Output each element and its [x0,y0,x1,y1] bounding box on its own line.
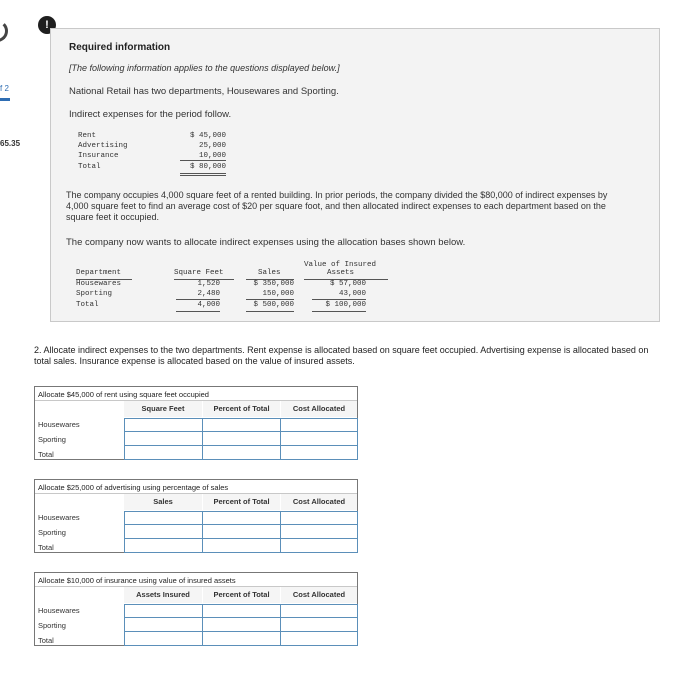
table-title: Allocate $45,000 of rent using square feet occupied [38,390,209,399]
bases-value: $ 57,000 [329,280,366,288]
allocation-intro-text: The company now wants to allocate indirect expenses using the allocation bases shown below. [66,237,466,248]
column-header-cost: Cost Allocated [281,401,357,417]
row-label: Sporting [38,528,66,537]
subtotal-rule [312,299,366,300]
total-cost-input[interactable] [280,538,358,553]
advertising-allocation-table [34,479,358,553]
gutter-label-1: f 2 [0,84,9,93]
rent-allocation-table [34,386,358,460]
bases-sqft: 4,000 [197,301,220,309]
row-label: Total [38,636,54,645]
total-cost-input[interactable] [280,445,358,460]
sporting-cost-input[interactable] [280,524,358,539]
expense-label: Total [78,163,101,171]
total-sales-input[interactable] [124,538,203,553]
sporting-percent-input[interactable] [202,617,281,632]
column-header-percent: Percent of Total [203,401,280,417]
total-percent-input[interactable] [202,538,281,553]
column-header-sales: Sales [124,494,202,510]
expense-amount: $ 45,000 [189,132,226,140]
subtotal-rule [176,299,220,300]
column-header-assets-insured: Assets Insured [124,587,202,603]
bases-header-square-feet: Square Feet [174,269,224,277]
expense-label: Rent [78,132,97,140]
sporting-percent-input[interactable] [202,524,281,539]
expense-label: Advertising [78,142,128,150]
total-square-feet-input[interactable] [124,445,203,460]
row-label: Total [38,543,54,552]
bases-sales: $ 500,000 [253,301,294,309]
expense-amount: 25,000 [198,142,226,150]
panel-note: [The following information applies to the questions displayed below.] [69,63,340,73]
expense-amount: $ 80,000 [189,163,226,171]
subtotal-rule [180,160,226,161]
intro-text: National Retail has two departments, Housewares and Sporting. [69,86,339,97]
panel-heading: Required information [69,42,171,53]
total-rule [312,311,366,312]
housewares-square-feet-input[interactable] [124,418,203,432]
column-header-cost: Cost Allocated [281,587,357,603]
question-2-text: 2. Allocate indirect expenses to the two departments. Rent expense is allocated based on square feet occupied. Advertising expense is allocated based on total sales. Insurance expense is allocated based on the value of insured assets. [34,345,649,366]
column-header-cost: Cost Allocated [281,494,357,510]
bases-sqft: 2,480 [197,290,220,298]
expense-amount: 10,000 [198,152,226,160]
total-percent-input[interactable] [202,445,281,460]
row-label: Total [38,450,54,459]
bases-sales: 150,000 [262,290,294,298]
bases-sales: $ 350,000 [253,280,294,288]
subtotal-rule [246,299,294,300]
expense-label: Insurance [78,152,119,160]
total-rule [246,311,294,312]
housewares-cost-input[interactable] [280,511,358,525]
total-percent-input[interactable] [202,631,281,646]
column-header-percent: Percent of Total [203,494,280,510]
bases-dept: Sporting [76,290,113,298]
row-label: Housewares [38,606,80,615]
indirect-intro-text: Indirect expenses for the period follow. [69,109,232,120]
left-gutter [0,0,30,687]
total-assets-input[interactable] [124,631,203,646]
bases-header-value-line1: Value of Insured [304,261,377,269]
total-double-rule [180,175,226,176]
progress-arc-icon [0,20,8,42]
sporting-cost-input[interactable] [280,431,358,446]
bases-dept: Total [76,301,99,309]
sporting-assets-input[interactable] [124,617,203,632]
total-cost-input[interactable] [280,631,358,646]
sporting-sales-input[interactable] [124,524,203,539]
bases-value: $ 100,000 [325,301,366,309]
sporting-cost-input[interactable] [280,617,358,632]
insurance-allocation-table [34,572,358,646]
alert-icon: ! [38,16,56,34]
bases-header-department: Department [76,269,122,277]
row-label: Housewares [38,420,80,429]
gutter-indicator-bar [0,98,10,101]
housewares-percent-input[interactable] [202,604,281,618]
column-header-percent: Percent of Total [203,587,280,603]
row-label: Sporting [38,621,66,630]
housewares-cost-input[interactable] [280,418,358,432]
bases-header-value-line2: Assets [327,269,355,277]
housewares-percent-input[interactable] [202,511,281,525]
total-rule [176,311,220,312]
row-label: Sporting [38,435,66,444]
bases-value: 43,000 [338,290,366,298]
gutter-label-2: 65.35 [0,139,21,148]
housewares-sales-input[interactable] [124,511,203,525]
housewares-percent-input[interactable] [202,418,281,432]
sporting-percent-input[interactable] [202,431,281,446]
table-title: Allocate $25,000 of advertising using percentage of sales [38,483,229,492]
table-title: Allocate $10,000 of insurance using value of insured assets [38,576,236,585]
row-label: Housewares [38,513,80,522]
column-header-square-feet: Square Feet [124,401,202,417]
bases-sqft: 1,520 [197,280,220,288]
bases-header-sales: Sales [258,269,281,277]
company-paragraph: The company occupies 4,000 square feet of a rented building. In prior periods, the company divided the $80,000 of indirect expenses by 4,000 square feet to find an average cost of $20 per square foot, and then allocated indirect expenses to each department based on the square feet it occupied. [66,190,608,222]
total-double-rule [180,173,226,174]
housewares-assets-input[interactable] [124,604,203,618]
bases-dept: Housewares [76,280,122,288]
housewares-cost-input[interactable] [280,604,358,618]
sporting-square-feet-input[interactable] [124,431,203,446]
